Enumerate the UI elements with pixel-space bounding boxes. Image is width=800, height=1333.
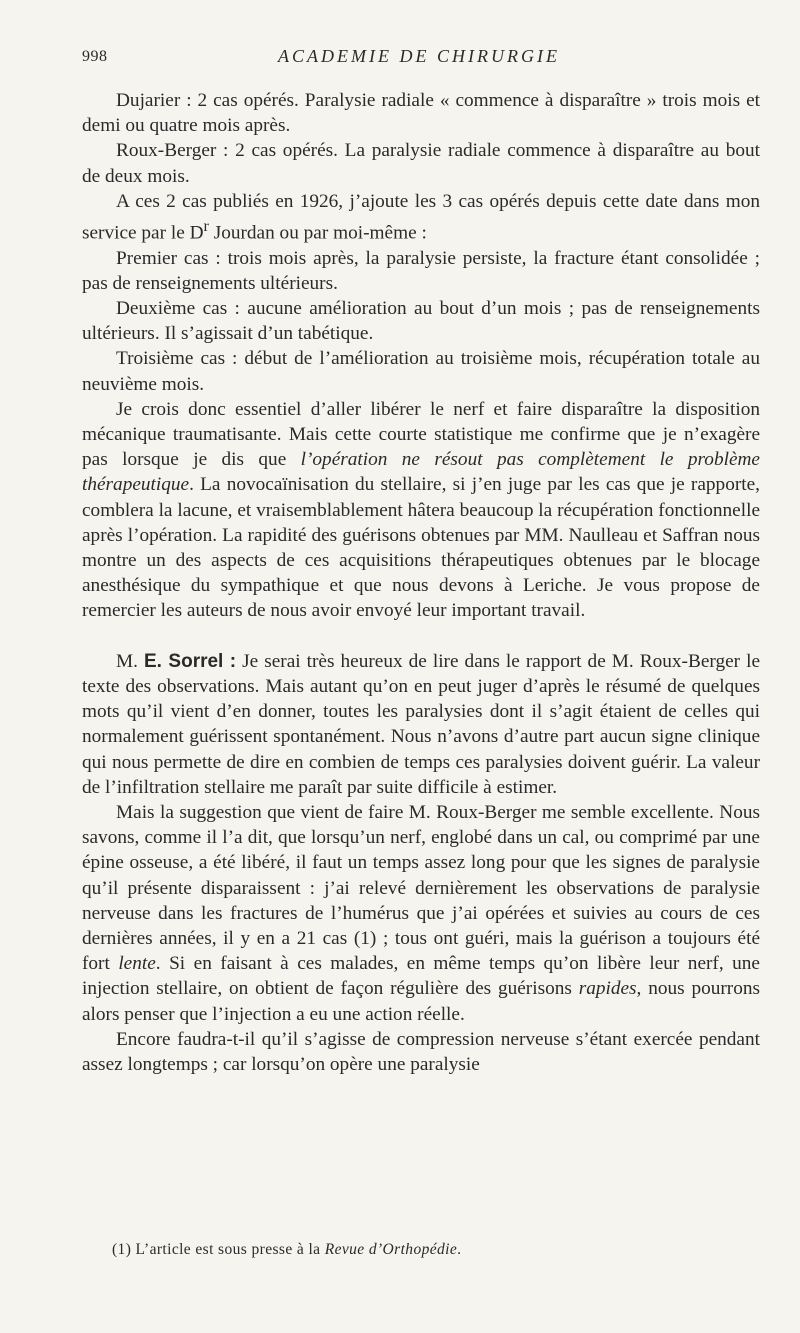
paragraph-conclusion xyxy=(82,397,760,624)
footnote xyxy=(112,1240,752,1260)
text-run: Je serai très heureux de lire dans le rapport de M. Roux-Berger le texte des observations. Mais autant qu’on en peut juger d’après le résumé de quelques mots qu’il vient d’en donner, toutes les paralysies dont il s’agit étaient de celles qui normalement guérissent spontanément. Nous n’avons d’autre part aucun signe clinique qui nous permette de dire en combien de temps ces paralysies doivent guérir. La valeur de l’infiltration stellaire me paraît par suite difficile à estimer. xyxy=(82,650,760,798)
text-run: M. xyxy=(116,650,144,672)
paragraph-first-case: Premier cas : trois mois après, la paralysie persiste, la fracture étant consolidée ; pas de renseignements ultérieurs. xyxy=(82,247,760,294)
text-run: , nous pourrons alors penser que l’injection a eu une action réelle. xyxy=(82,978,760,1025)
text-run: . Si en faisant à ces malades, en même temps qu’on libère leur nerf, une injection stellaire, on obtient de façon régulière des guérisons xyxy=(82,953,760,1000)
paragraph-sorrel xyxy=(82,649,760,800)
footnote-marker: (1) xyxy=(112,1241,132,1258)
paragraph-final: Encore faudra-t-il qu’il s’agisse de compression nerveuse s’étant exercée pendant assez longtemps ; car lorsqu’on opère une paralysie xyxy=(82,1028,760,1075)
speaker-name: E. Sorrel : xyxy=(143,650,237,672)
text-run: A ces 2 cas publiés en 1926, j’ajoute les 3 cas opérés depuis cette date dans mon service par le D xyxy=(82,190,760,244)
body-text xyxy=(82,88,760,1077)
text-run: Jourdan ou par moi-même : xyxy=(208,222,427,244)
paragraph-roux-berger: Roux-Berger : 2 cas opérés. La paralysie radiale commence à disparaître au bout de deux mois. xyxy=(82,140,760,187)
footnote-text: L’article est sous presse à la xyxy=(131,1241,325,1258)
italic-word: rapides xyxy=(578,978,637,1000)
paragraph-suggestion xyxy=(82,800,760,1027)
paragraph-second-case: Deuxième cas : aucune amélioration au bout d’un mois ; pas de renseignements ultérieurs. Il s’agissait d’un tabétique. xyxy=(82,298,760,345)
footnote-end: . xyxy=(457,1241,462,1258)
page-header xyxy=(82,44,756,74)
italic-word: lente xyxy=(118,953,156,975)
page-number: 998 xyxy=(82,48,108,65)
text-run: Je crois donc essentiel d’aller libérer le nerf et faire disparaître la disposition mécanique traumatisante. Mais cette courte statistique me confirme que je n’exagère pas lorsque je dis que xyxy=(82,398,760,471)
italic-phrase: l’opération ne résout pas complètement le problème thérapeutique xyxy=(82,449,760,496)
paragraph-cases-intro xyxy=(82,189,760,246)
superscript: r xyxy=(203,218,209,236)
paragraph-third-case: Troisième cas : début de l’amélioration au troisième mois, récupération totale au neuvième mois. xyxy=(82,348,760,395)
footnote-journal: Revue d’Orthopédie xyxy=(324,1241,458,1258)
paragraph-dujarier: Dujarier : 2 cas opérés. Paralysie radiale « commence à disparaître » trois mois et demi ou quatre mois après. xyxy=(82,90,760,137)
text-run: . La novocaïnisation du stellaire, si j’en juge par les cas que je rapporte, comblera la lacune, et vraisemblablement hâtera beaucoup la récupération fonctionnelle après l’opération. La rapidité des guérisons obtenues par MM. Naulleau et Saffran nous montre un des aspects de ces acquisitions thérapeutiques obtenues par le blocage anesthésique du sympathique et que nous devons à Leriche. Je vous propose de remercier les auteurs de nous avoir envoyé leur important travail. xyxy=(82,474,760,622)
running-title: ACADEMIE DE CHIRURGIE xyxy=(278,46,560,66)
text-run: Mais la suggestion que vient de faire M. Roux-Berger me semble excellente. Nous savons, comme il l’a dit, que lorsqu’un nerf, englobé dans un cal, ou comprimé par une épine osseuse, a été libéré, il faut un temps assez long pour que les signes de paralysie qu’il présente disparaissent : j’ai relevé dernièrement les observations de paralysie nerveuse dans les fractures de l’humérus que j’ai opérées et suivies au cours de ces dernières années, il y en a 21 cas (1) ; tous ont guéri, mais la guérison a toujours été fort xyxy=(82,801,760,975)
